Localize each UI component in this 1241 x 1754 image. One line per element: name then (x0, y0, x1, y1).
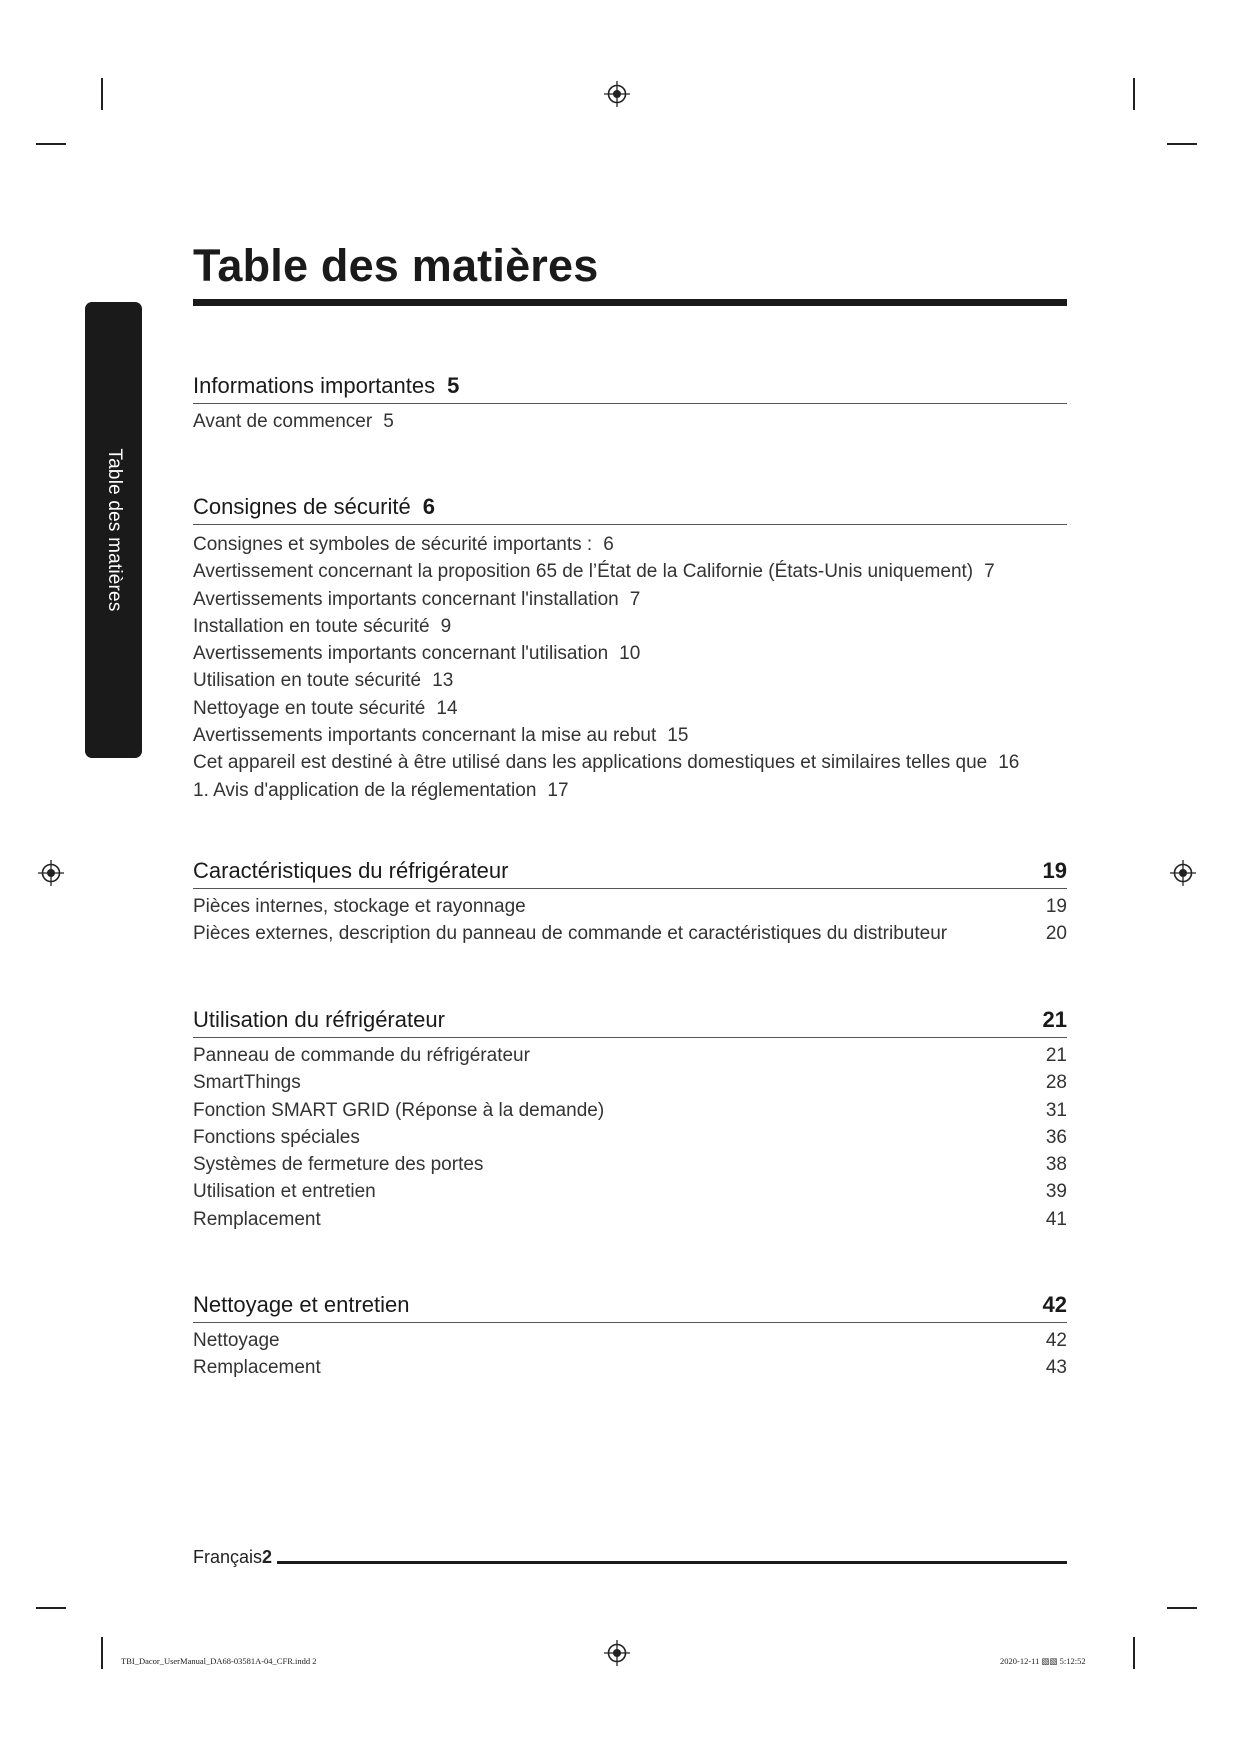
section-page: 5 (447, 373, 460, 398)
toc-section (193, 1002, 1067, 1233)
toc-entry-page: 21 (1045, 1045, 1067, 1066)
section-heading (193, 489, 1067, 525)
toc-entry-page: 43 (1045, 1357, 1067, 1379)
section-heading (193, 368, 1067, 404)
section-page: 42 (1042, 1292, 1067, 1317)
toc-entry-page: 14 (436, 697, 458, 719)
title-rule (193, 299, 1067, 306)
toc-entry-page: 17 (547, 779, 569, 801)
toc-entry-page: 9 (440, 615, 452, 637)
crop-mark (1133, 1637, 1135, 1669)
side-tab (85, 302, 142, 758)
footer-page-number: 2 (262, 1547, 273, 1567)
toc-entry-page: 42 (1045, 1330, 1067, 1351)
toc-entry (193, 1327, 1067, 1354)
toc-entry-page: 20 (1045, 923, 1067, 945)
crop-mark (1133, 78, 1135, 110)
toc-entry-page: 7 (984, 561, 995, 583)
footer-rule (277, 1561, 1067, 1564)
toc-entry-label: Remplacement (193, 1357, 321, 1379)
toc-entry (193, 1178, 1067, 1205)
toc-entry-label: Fonctions spéciales (193, 1126, 360, 1148)
toc-entry (193, 586, 1067, 613)
toc-entry (193, 920, 1067, 947)
toc-entry (193, 1097, 1067, 1124)
toc-entry-label: Utilisation et entretien (193, 1181, 376, 1203)
crop-mark (36, 143, 66, 145)
toc-entry (193, 777, 1067, 804)
registration-mark-icon (38, 860, 64, 886)
toc-entry-label: Avertissements importants concernant la mise au rebut (193, 725, 657, 747)
toc-entry-label: 1. Avis d'application de la réglementation (193, 779, 537, 801)
section-title: Utilisation du réfrigérateur (193, 1007, 445, 1032)
toc-entry-label: Consignes et symboles de sécurité importants : (193, 534, 593, 555)
toc-section (193, 1287, 1067, 1382)
toc-entry (193, 408, 1067, 435)
toc-entry-label: Pièces internes, stockage et rayonnage (193, 896, 526, 917)
toc-entry-page: 16 (998, 752, 1020, 774)
toc-entry (193, 1206, 1067, 1233)
toc-entry-page: 41 (1045, 1208, 1067, 1230)
toc-entry (193, 613, 1067, 640)
section-title: Nettoyage et entretien (193, 1292, 410, 1317)
toc-entry-label: Avertissements importants concernant l'utilisation (193, 643, 609, 665)
crop-mark (101, 78, 103, 110)
side-tab-label: Table des matières (103, 448, 125, 612)
section-page: 21 (1042, 1007, 1067, 1032)
section-heading (193, 853, 1067, 889)
date-slug: 2020-12-11 ▧▧ 5:12:52 (1000, 1656, 1086, 1666)
crop-mark (36, 1607, 66, 1609)
section-page: 19 (1042, 858, 1067, 883)
toc-entry-label: Utilisation en toute sécurité (193, 670, 422, 692)
toc-entry (193, 893, 1067, 920)
toc-section (193, 489, 1067, 804)
toc-entry (193, 531, 1067, 558)
registration-mark-icon (604, 1640, 630, 1666)
toc-entry-label: Systèmes de fermeture des portes (193, 1154, 484, 1176)
toc-entry (193, 1069, 1067, 1096)
page-title: Table des matières (193, 240, 599, 291)
toc-entry-page: 38 (1045, 1154, 1067, 1176)
toc-entry-label: Avant de commencer (193, 411, 373, 432)
section-page: 6 (422, 494, 435, 519)
toc-entry (193, 695, 1067, 722)
toc-entry (193, 558, 1067, 585)
toc-entry-page: 6 (603, 534, 614, 555)
toc-entry-page: 7 (629, 588, 641, 610)
footer-page-label (193, 1547, 272, 1568)
toc-entry-page: 5 (383, 411, 394, 432)
toc-entry-label: Panneau de commande du réfrigérateur (193, 1045, 530, 1066)
file-slug: TBI_Dacor_UserManual_DA68-03581A-04_CFR.indd 2 (121, 1656, 317, 1666)
toc-entry-page: 28 (1045, 1072, 1067, 1094)
toc-section (193, 368, 1067, 435)
toc-entry-label: Pièces externes, description du panneau de commande et caractéristiques du distributeur (193, 923, 948, 945)
toc-entry-label: Cet appareil est destiné à être utilisé dans les applications domestiques et similaires telles que (193, 752, 988, 774)
toc-entry-label: Avertissement concernant la proposition 65 de l’État de la Californie (États-Unis uniquement) (193, 561, 974, 583)
section-title: Caractéristiques du réfrigérateur (193, 858, 509, 883)
toc-entry-page: 13 (432, 670, 454, 692)
toc-section (193, 853, 1067, 948)
toc-entry (193, 1042, 1067, 1069)
section-title: Consignes de sécurité (193, 494, 411, 519)
section-title: Informations importantes (193, 373, 436, 398)
toc-entry-label: SmartThings (193, 1072, 301, 1094)
registration-mark-icon (604, 81, 630, 107)
toc-entry-page: 36 (1045, 1126, 1067, 1148)
toc-entry (193, 640, 1067, 667)
toc-entry (193, 749, 1067, 776)
toc-entry-label: Avertissements importants concernant l'installation (193, 588, 619, 610)
crop-mark (1167, 143, 1197, 145)
toc-entry-label: Remplacement (193, 1208, 321, 1230)
crop-mark (1167, 1607, 1197, 1609)
toc-entry-label: Nettoyage (193, 1330, 280, 1351)
toc-entry (193, 1124, 1067, 1151)
toc-entry (193, 1354, 1067, 1381)
toc-entry-page: 39 (1045, 1181, 1067, 1203)
toc-entry-label: Installation en toute sécurité (193, 615, 430, 637)
toc-entry (193, 667, 1067, 694)
registration-mark-icon (1170, 860, 1196, 886)
section-heading (193, 1002, 1067, 1038)
footer-language: Français (193, 1547, 263, 1567)
toc-entry (193, 722, 1067, 749)
toc-entry-label: Fonction SMART GRID (Réponse à la demande) (193, 1099, 605, 1121)
toc-entry (193, 1151, 1067, 1178)
section-heading (193, 1287, 1067, 1323)
toc-entry-page: 19 (1045, 896, 1067, 917)
crop-mark (101, 1637, 103, 1669)
toc-entry-page: 10 (619, 643, 641, 665)
toc-entry-page: 15 (667, 725, 689, 747)
toc-entry-label: Nettoyage en toute sécurité (193, 697, 426, 719)
toc-entry-page: 31 (1045, 1099, 1067, 1121)
